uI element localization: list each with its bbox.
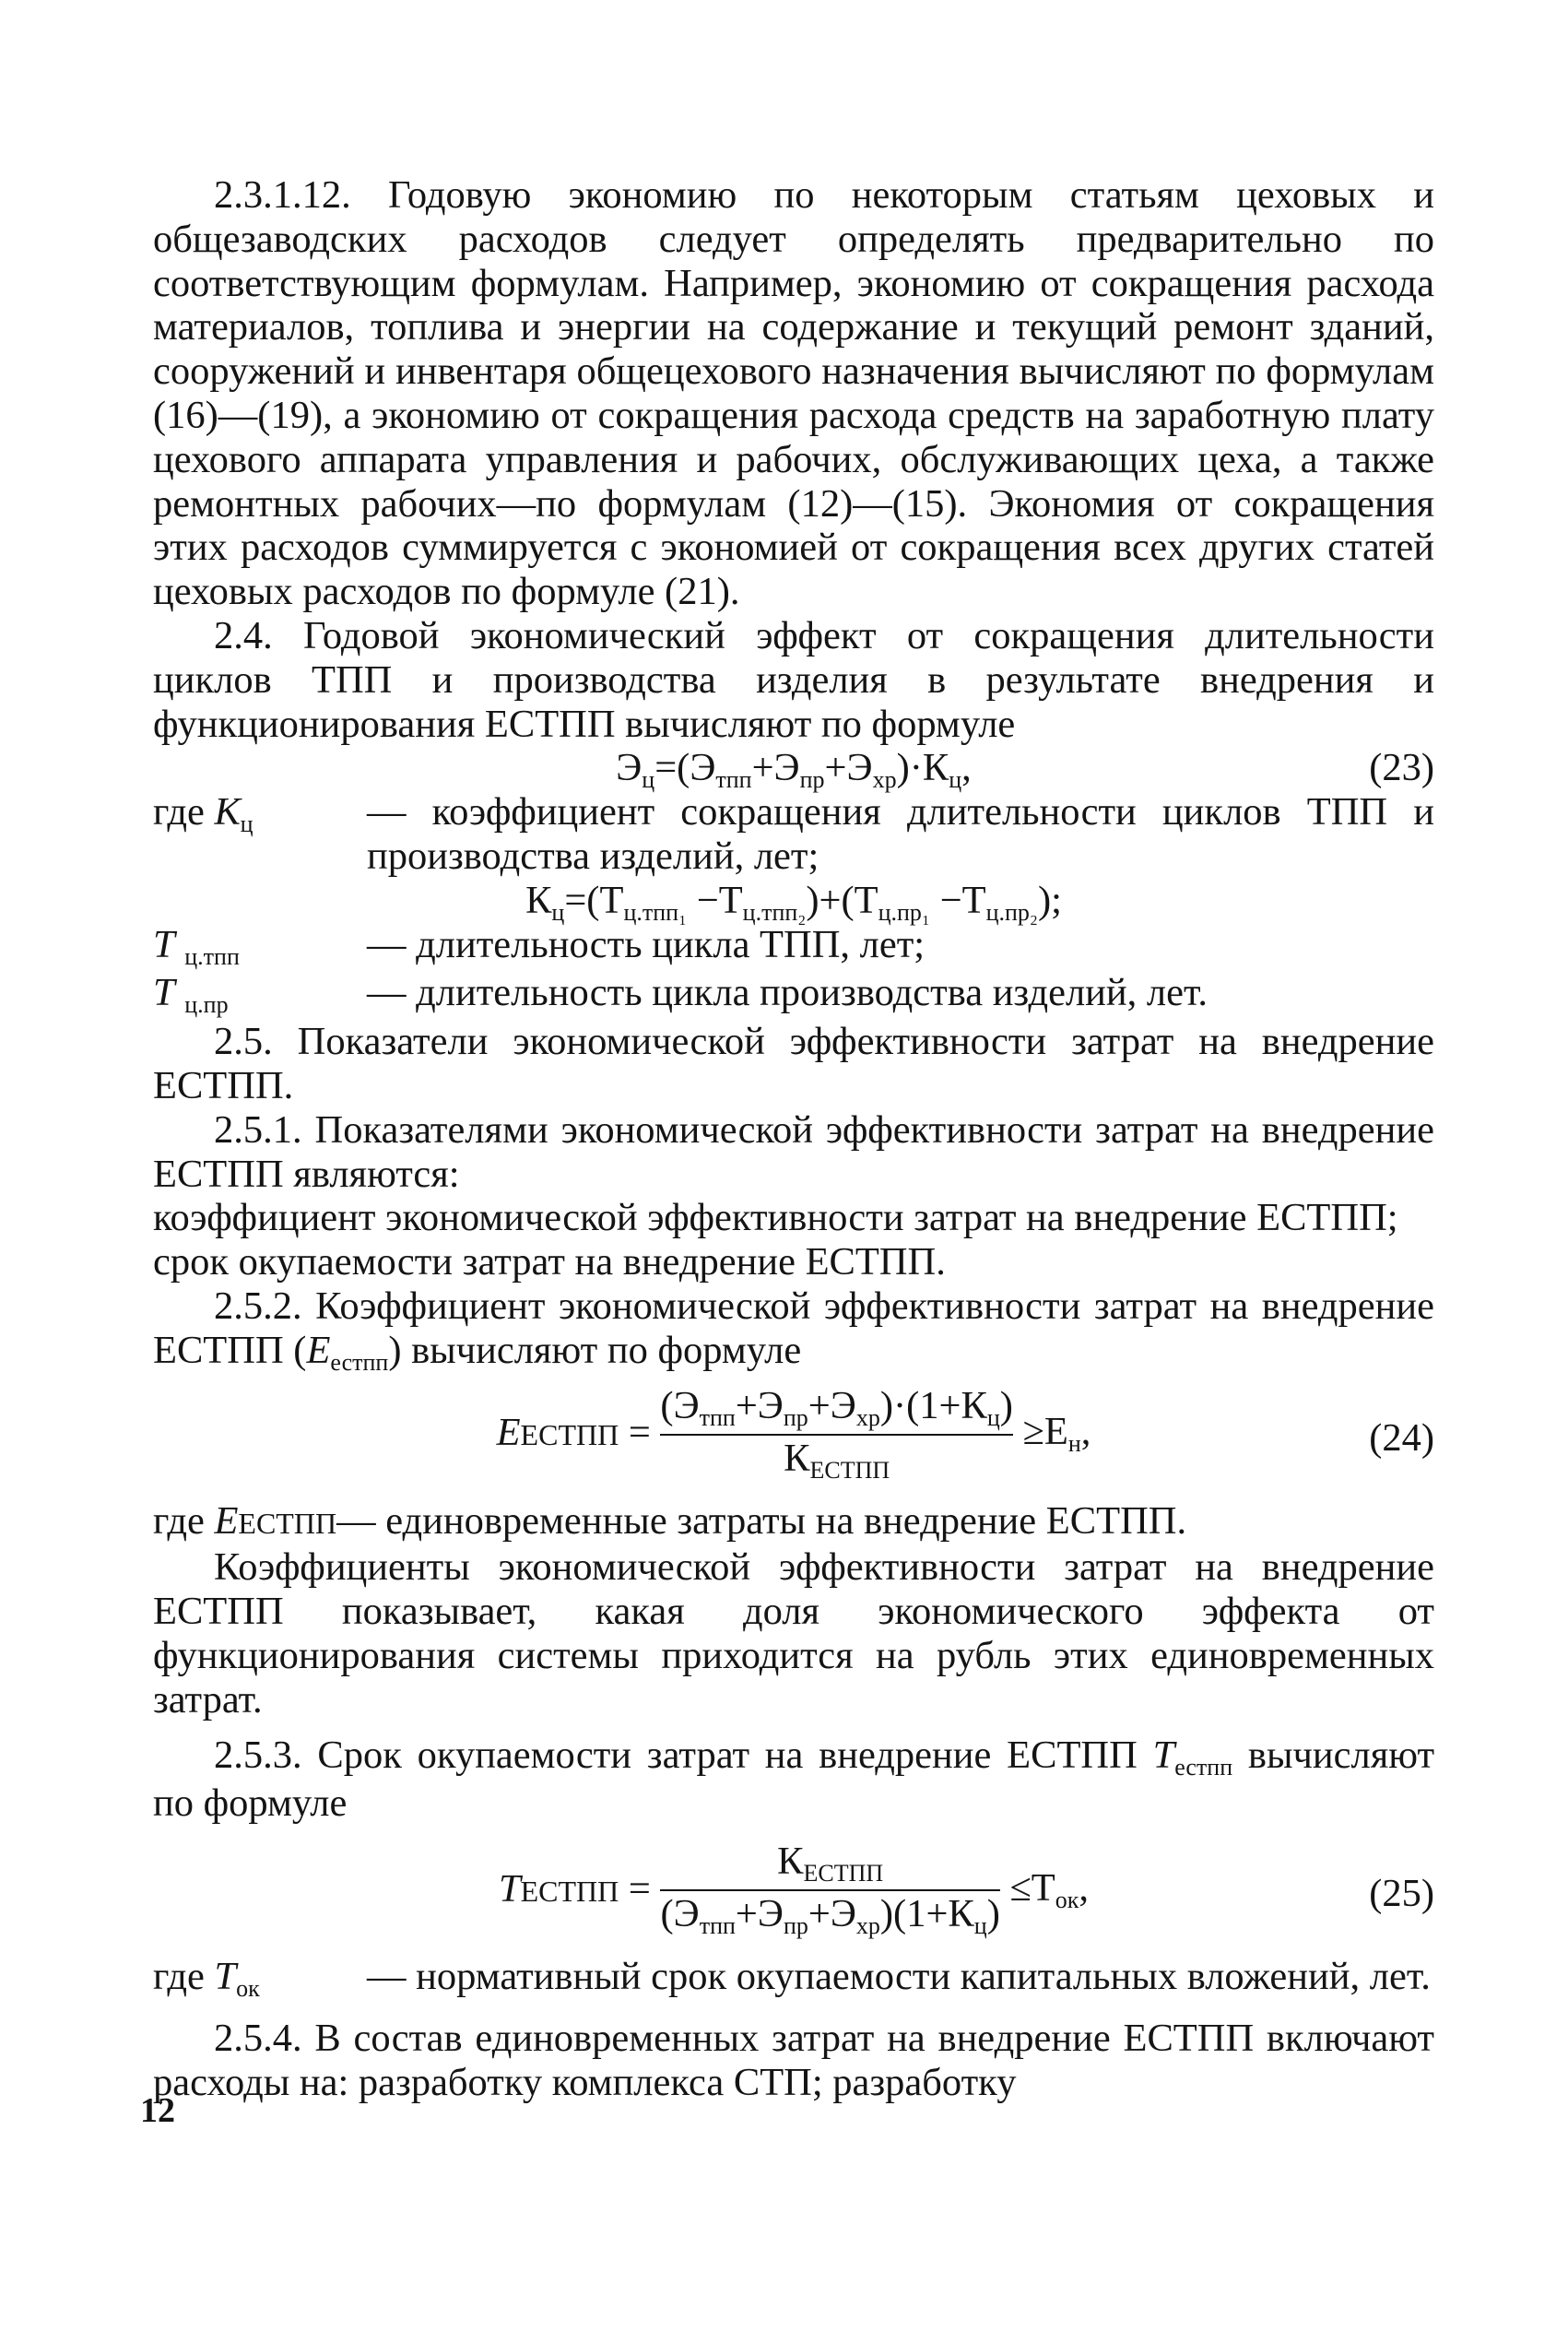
paragraph-2-5-2: 2.5.2. Коэффициент экономической эффективности затрат на внедрение ЕСТПП (Еестпп) вычисляют по формуле	[153, 1284, 1434, 1376]
paragraph-coefficients: Коэффициенты экономической эффективности затрат на внедрение ЕСТПП показывает, какая доля экономического эффекта от функционирования системы приходится на рубль этих единовременных затрат.	[153, 1545, 1434, 1722]
formula-24-number: (24)	[1369, 1415, 1434, 1460]
definition-e-estpp	[153, 1499, 1434, 1546]
text-column	[153, 173, 1434, 2104]
paragraph-2-5-1-item-a: коэффициент экономической эффективности затрат на внедрение ЕСТПП;	[153, 1196, 1398, 1240]
definition-kc-symbol: где Кц	[153, 790, 253, 838]
formula-25	[153, 1840, 1434, 1949]
formula-25-body: ТЕСТПП = $\frac{\text{КЕСТПП}}{\text{(Этпп+Эпр+Эхр)(1+Кц)}}$ ≤Ток,	[498, 1840, 1090, 1940]
definition-t-ok	[153, 1955, 1434, 2004]
definition-t-pr	[153, 971, 1434, 1020]
definition-e-estpp-text: — единовременные затраты на внедрение ЕСТПП.	[336, 1498, 1187, 1543]
definition-kc	[153, 790, 1434, 879]
formula-23-body: Эц=(Этпп+Эпр+Эхр)·Кц,	[616, 746, 972, 794]
formula-24-body: ЕЕСТПП = $\frac{\text{(Этпп+Эпр+Эхр)·(1+Кц)}}{\text{КЕСТПП}}$ ≥Ен,	[496, 1383, 1091, 1484]
paragraph-2-5-3: 2.5.3. Срок окупаемости затрат на внедрение ЕСТПП Тестпп вычисляют по формуле	[153, 1733, 1435, 1826]
paragraph-2-5: 2.5. Показатели экономической эффективности затрат на внедрение ЕСТПП.	[153, 1020, 1434, 1107]
formula-25-number: (25)	[1369, 1872, 1434, 1916]
definition-t-tpp-text: — длительность цикла ТПП, лет;	[367, 922, 925, 966]
formula-23-number: (23)	[1369, 746, 1434, 790]
formula-25-fraction: $\frac{\text{КЕСТПП}}{\text{(Этпп+Эпр+Эхр)(1+Кц)}}$	[660, 1840, 1000, 1940]
definition-t-ok-text: — нормативный срок окупаемости капитальных вложений, лет.	[367, 1955, 1431, 1999]
paragraph-2-4: 2.4. Годовой экономический эффект от сокращения длительности циклов ТПП и производства изделия в результате внедрения и функционирования ЕСТПП вычисляют по формуле	[153, 613, 1434, 746]
formula-24-fraction: $\frac{\text{(Этпп+Эпр+Эхр)·(1+Кц)}}{\text{КЕСТПП}}$	[660, 1383, 1013, 1484]
paragraph-2-5-1: 2.5.1. Показателями экономической эффективности затрат на внедрение ЕСТПП являются:	[153, 1107, 1434, 1196]
definition-t-tpp	[153, 923, 1434, 972]
definition-t-tpp-symbol: Т ц.тпп	[153, 922, 240, 970]
paragraph-2-5-4: 2.5.4. В состав единовременных затрат на внедрение ЕСТПП включают расходы на: разработку комплекса СТП; разработку	[153, 2016, 1434, 2104]
formula-kc-body: Кц=(Тц.тпп₁ −Тц.тпп₂)+(Тц.пр₁ −Тц.пр₂);	[525, 878, 1062, 926]
paragraph-2-5-1-item-b: срок окупаемости затрат на внедрение ЕСТПП.	[153, 1240, 946, 1284]
formula-kc	[153, 878, 1434, 926]
definition-t-pr-symbol: Т ц.пр	[153, 971, 229, 1019]
formula-23	[153, 746, 1434, 794]
paragraph-2-3-1-12: 2.3.1.12. Годовую экономию по некоторым статьям цеховых и общезаводских расходов следует определять предварительно по соответствующим формулам. Например, экономию от сокращения расхода материалов, топлива и энергии на содержание и текущий ремонт зданий, сооружений и инвентаря общецехового назначения вычисляют по формулам (16)—(19), а экономию от сокращения расхода средств на заработную плату цехового аппарата управления и рабочих, обслуживающих цеха, а также ремонтных рабочих—по формулам (12)—(15). Экономия от сокращения этих расходов суммируется с экономией от сокращения всех других статей цеховых расходов по формуле (21).	[153, 173, 1434, 614]
definition-t-pr-text: — длительность цикла производства изделий, лет.	[367, 971, 1208, 1015]
definition-kc-text: — коэффициент сокращения длительности циклов ТПП и производства изделий, лет;	[367, 790, 1434, 878]
definition-e-estpp-symbol: где ЕЕСТПП	[153, 1498, 337, 1543]
formula-24	[153, 1385, 1434, 1494]
definition-t-ok-symbol: где Ток	[153, 1955, 260, 2003]
page-number: 12	[140, 2091, 175, 2130]
